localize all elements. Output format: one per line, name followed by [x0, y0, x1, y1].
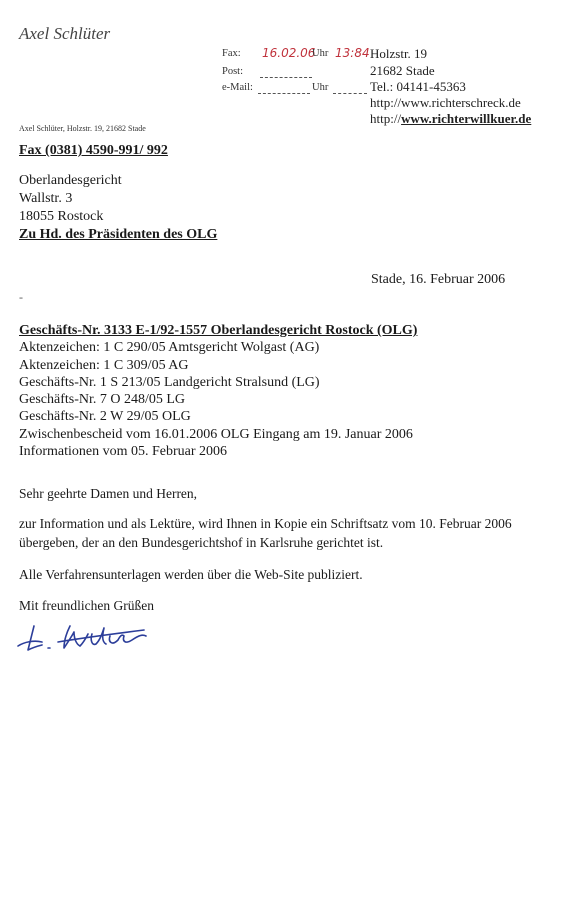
- letterhead-name: Axel Schlüter: [19, 24, 111, 43]
- reference-line: Aktenzeichen: 1 C 290/05 Amtsgericht Wolgast (AG): [19, 340, 320, 356]
- paragraph-2: Alle Verfahrensunterlagen werden über die Web-Site publiziert.: [19, 567, 363, 582]
- email-date-fill-line: [258, 82, 310, 94]
- recipient-line-2: Wallstr. 3: [19, 191, 73, 206]
- reference-line: Geschäfts-Nr. 2 W 29/05 OLG: [19, 409, 191, 425]
- contact-web-2-link[interactable]: www.richterwillkuer.de: [401, 111, 532, 126]
- paragraph-1-line-1: zur Information und als Lektüre, wird Ihnen in Kopie ein Schriftsatz vom 10. Februar 2006: [19, 516, 512, 531]
- signature: [12, 612, 162, 654]
- contact-web-1[interactable]: http://www.richterschreck.de: [370, 95, 521, 110]
- paragraph-1-line-2: übergeben, der an den Bundesgerichtshof in Karlsruhe gerichtet ist.: [19, 535, 384, 550]
- email-label: e-Mail:: [222, 82, 253, 93]
- fax-time-handwritten: 13:84: [335, 46, 370, 60]
- reference-line: Zwischenbescheid vom 16.01.2006 OLG Eingang am 19. Januar 2006: [19, 426, 413, 442]
- closing: Mit freundlichen Grüßen: [19, 598, 154, 613]
- email-uhr-label: Uhr: [312, 82, 329, 93]
- reference-line: Aktenzeichen: 1 C 309/05 AG: [19, 357, 189, 373]
- fax-uhr-label: Uhr: [312, 48, 329, 59]
- stray-dash: -: [19, 290, 23, 304]
- letter-date: Stade, 16. Februar 2006: [371, 272, 506, 287]
- contact-city: 21682 Stade: [370, 63, 435, 78]
- subject-line: Geschäfts-Nr. 3133 E-1/92-1557 Oberlandesgericht Rostock (OLG): [19, 323, 418, 338]
- salutation: Sehr geehrte Damen und Herren,: [19, 486, 198, 501]
- fax-label: Fax:: [222, 48, 241, 59]
- recipient-line-1: Oberlandesgericht: [19, 173, 122, 188]
- sender-return-line: Axel Schlüter, Holzstr. 19, 21682 Stade: [19, 124, 146, 133]
- recipient-line-3: 18055 Rostock: [19, 209, 104, 224]
- reference-line: Geschäfts-Nr. 1 S 213/05 Landgericht Stralsund (LG): [19, 374, 320, 390]
- contact-web-2-prefix: http://: [370, 111, 402, 126]
- reference-line: Geschäfts-Nr. 7 O 248/05 LG: [19, 392, 186, 408]
- email-time-fill-line: [333, 82, 367, 94]
- reference-line: Informationen vom 05. Februar 2006: [19, 444, 228, 460]
- post-label: Post:: [222, 66, 244, 77]
- post-fill-line: [260, 66, 312, 78]
- contact-web-2[interactable]: [370, 111, 531, 127]
- fax-recipient-number: Fax (0381) 4590-991/ 992: [19, 143, 168, 158]
- recipient-line-4: Zu Hd. des Präsidenten des OLG: [19, 227, 218, 242]
- fax-date-handwritten: 16.02.06: [262, 46, 316, 60]
- contact-tel: Tel.: 04141-45363: [370, 79, 466, 94]
- reference-block: [19, 322, 417, 460]
- contact-street: Holzstr. 19: [370, 46, 428, 61]
- recipient-address: [19, 172, 217, 244]
